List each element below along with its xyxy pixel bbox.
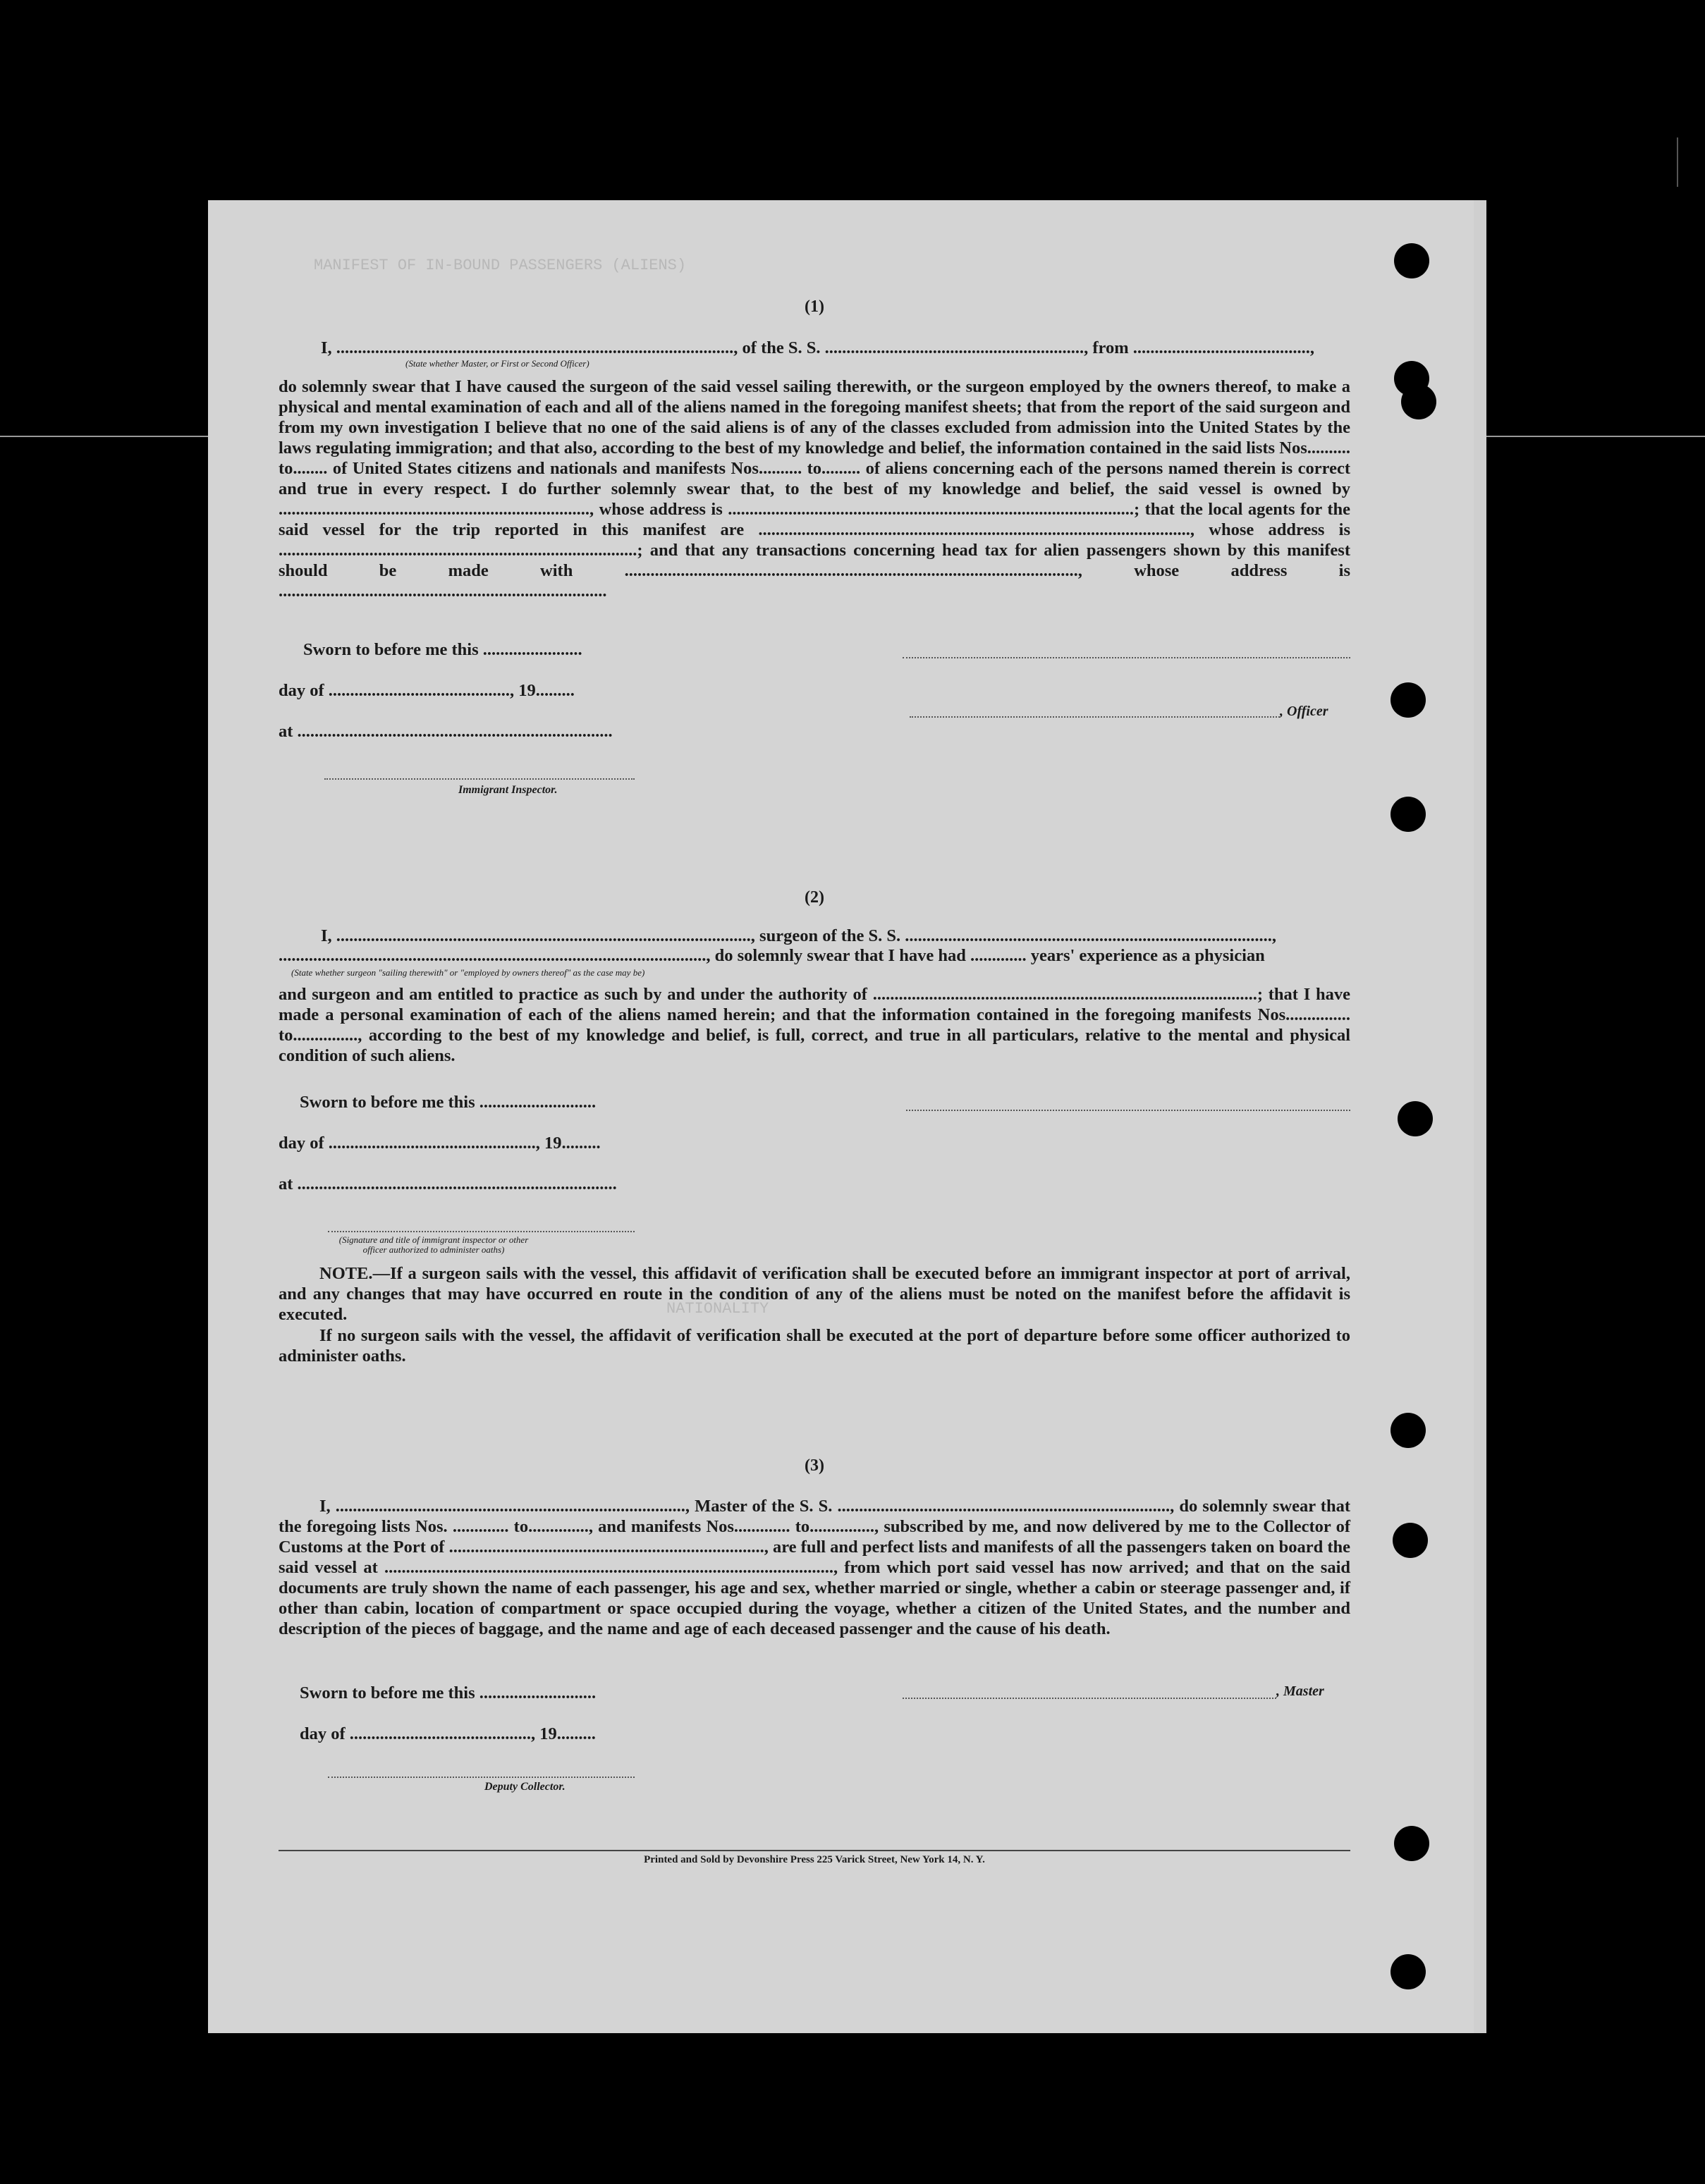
punch-hole xyxy=(1398,1101,1433,1136)
section-1-inspector-label: Immigrant Inspector. xyxy=(458,784,558,796)
section-1-inspector-rule xyxy=(324,778,635,780)
section-1-officer-label: , Officer xyxy=(1280,704,1328,719)
punch-hole xyxy=(1401,384,1436,419)
bleed-through-text: MANIFEST OF IN-BOUND PASSENGERS (ALIENS) xyxy=(314,257,687,274)
section-1-sworn-line: Sworn to before me this ....................... xyxy=(303,640,582,659)
note-label: NOTE. xyxy=(319,1264,373,1283)
section-2-note2: If no surgeon sails with the vessel, the affidavit of verification shall be executed at the port of departure before some officer authorized to administer oaths. xyxy=(279,1326,1350,1366)
section-1-signature-rule xyxy=(903,657,1350,658)
section-3-collector-rule xyxy=(328,1777,635,1778)
section-1-line1: I, ............................................................................................, of the S. S. ............................................................, from ........................................., xyxy=(321,338,1314,357)
section-2-line2-caption: (State whether surgeon "sailing therewith" or "employed by owners thereof" as the case may be) xyxy=(291,967,645,978)
section-2-number: (2) xyxy=(805,888,824,907)
section-1-number: (1) xyxy=(805,297,824,316)
manifest-form-page xyxy=(208,200,1475,2033)
section-2-line2: ..................................................................................................., do solemnly swear that I have had ............. years' experience as a physician xyxy=(279,946,1265,965)
punch-hole xyxy=(1391,1413,1426,1448)
section-3-collector-label: Deputy Collector. xyxy=(484,1781,566,1793)
bleed-through-text: NATIONALITY xyxy=(666,1300,769,1318)
printer-imprint: Printed and Sold by Devonshire Press 225 Varick Street, New York 14, N. Y. xyxy=(644,1854,985,1865)
section-2-line1: I, ................................................................................................, surgeon of the S. S. ....................................................................................., xyxy=(321,926,1277,945)
punch-hole xyxy=(1391,797,1426,832)
section-1-officer-rule xyxy=(910,716,1280,718)
section-1-day-line: day of .........................................., 19......... xyxy=(279,681,575,700)
section-2-signature-caption: (Signature and title of immigrant inspector or other officer authorized to administer oaths) xyxy=(338,1234,529,1255)
punch-hole xyxy=(1391,682,1426,718)
section-1-oath-text: do solemnly swear that I have caused the surgeon of the said vessel sailing therewith, or the surgeon employed by the owners thereof, to make a physical and mental examination of each and all of the aliens named in the foregoing manifest sheets; that from the report of the said surgeon and from my own investigation I believe that no one of the said aliens is of any of the classes excluded from admission into the United States by the laws regulating immigration; and that also, according to the best of my knowledge and belief, the information contained in the said lists Nos.......... to........ of United States citizens and nationals and manifests Nos.......... to......... of aliens concerning each of the persons named therein is correct and true in every respect. I do further solemnly swear that, to the best of my knowledge and belief, the said vessel is owned by ........................................................................, whose address is ..............................................................................................; that the local agents for the said vessel for the trip reported in this manifest are ...................................................................................................., whose address is ...................................................................................; and that any transactions concerning head tax for alien passengers shown by this manifest should be made with ........................................................................................................., whose address is ............................................................................ xyxy=(279,377,1350,601)
section-2-signature-rule xyxy=(906,1110,1350,1111)
section-2-oath-text: and surgeon and am entitled to practice as such by and under the authority of .........................................................................................; that I have made a personal examination of each of the aliens named herein; and that the information contained in the foregoing manifests Nos............... to..............., according to the best of my knowledge and belief, is full, correct, and true in all particulars, relative to the mental and physical condition of such aliens. xyxy=(279,985,1350,1065)
section-3-oath-text: I, ................................................................................., Master of the S. S. ............................................................................., do solemnly swear that the foregoing lists Nos. ............. to.............., and manifests Nos............. to..............., subscribed by me, and now delivered by me to the Collector of Customs at the Port of ........................................................................., are full and perfect lists and manifests of all the passengers taken on board the said vessel at ........................................................................................................, from which port said vessel has now arrived; and that on the said documents are truly shown the name of each passenger, his age and sex, whether married or single, whether a cabin or steerage passenger and, if other than cabin, location of compartment or space occupied during the voyage, whether a citizen of the United States, and the number and description of the pieces of baggage, and the name and age of each deceased passenger and the cause of his death. xyxy=(279,1497,1350,1638)
section-1-line1-caption: (State whether Master, or First or Second Officer) xyxy=(405,358,589,369)
section-3-number: (3) xyxy=(805,1456,824,1475)
section-3-master-rule xyxy=(903,1698,1276,1699)
section-2-at-line: at .......................................................................... xyxy=(279,1174,617,1194)
punch-hole xyxy=(1394,243,1429,278)
section-3-day-line: day of .........................................., 19......... xyxy=(300,1724,596,1743)
section-2-note xyxy=(279,1263,1350,1325)
punch-hole xyxy=(1393,1523,1428,1558)
punch-hole xyxy=(1391,1954,1426,1989)
section-3-sworn-line: Sworn to before me this ........................... xyxy=(300,1683,597,1703)
section-2-day-line: day of ................................................, 19......... xyxy=(279,1134,601,1153)
section-3-master-label: , Master xyxy=(1276,1683,1324,1699)
section-2-sworn-line: Sworn to before me this ........................... xyxy=(300,1093,597,1112)
scan-artifact-tick xyxy=(1677,137,1678,187)
punch-hole xyxy=(1394,1826,1429,1861)
section-1-at-line: at ......................................................................... xyxy=(279,722,613,741)
note-text: —If a surgeon sails with the vessel, this affidavit of verification shall be executed before an immigrant inspector at port of arrival, and any changes that may have occurred en route in the condition of any of the aliens must be noted on the manifest before the affidavit is executed. xyxy=(279,1264,1350,1324)
section-2-inspector-rule xyxy=(328,1231,635,1232)
footer-rule xyxy=(279,1850,1350,1851)
